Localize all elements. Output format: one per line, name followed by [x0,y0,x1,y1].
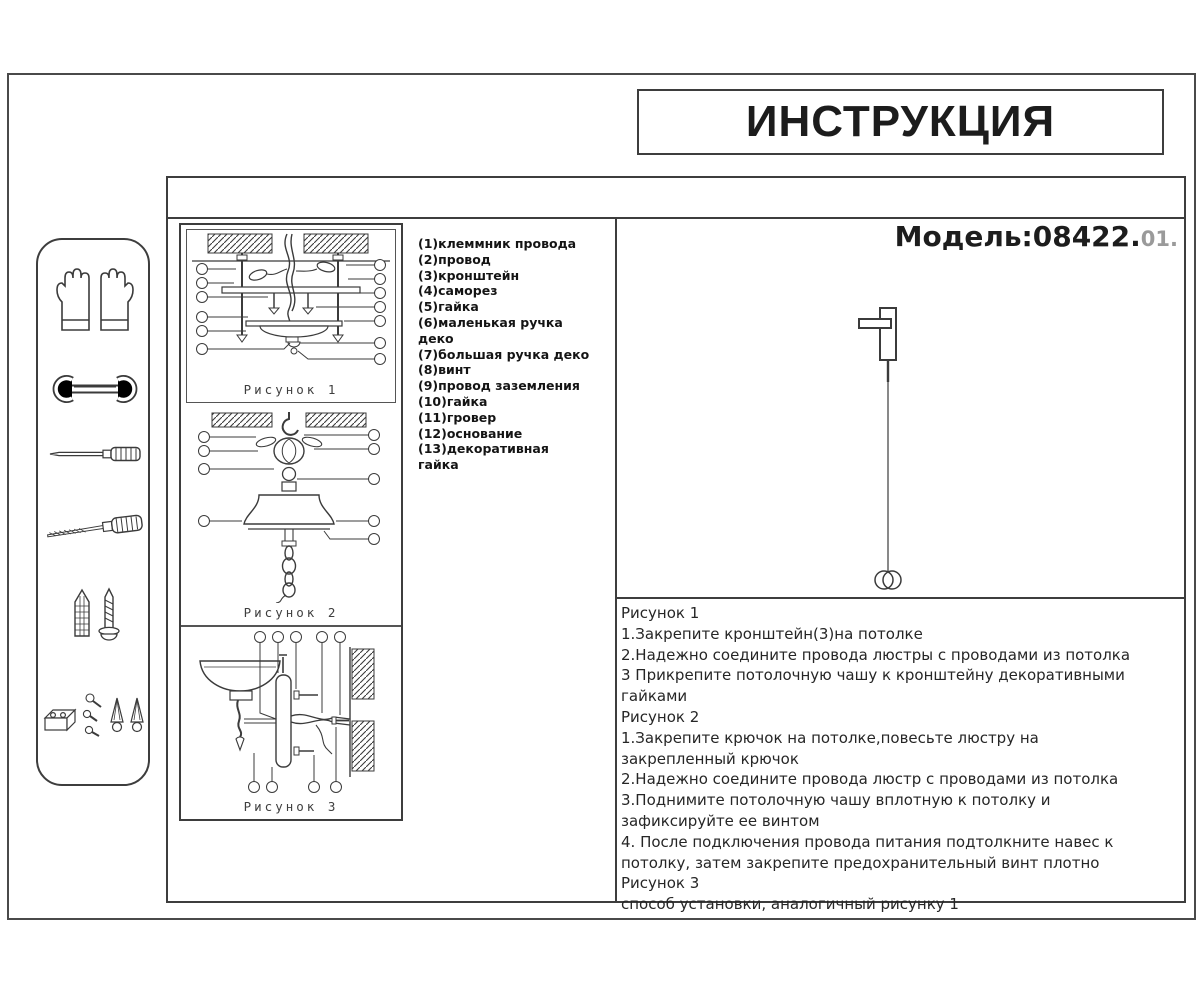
instruction-line: 4. После подключения провода питания подтолкните навес к потолку, затем закрепите предохранительный винт плотно [621,832,1114,872]
figure-1-label: Рисунок 1 [243,382,339,397]
parts-list-item: (13)декоративная гайка [418,441,549,473]
instruction-line: Рисунок 2 [621,707,700,726]
parts-list-item: (1)клеммник провода [418,236,577,251]
instruction-line: 1.Закрепите крючок на потолке,повесьте люстру на закрепленный крючок [621,728,1039,768]
parts-list-item: (4)саморез [418,283,498,299]
model-label: Модель: [894,220,1033,253]
instruction-line: 3 Прикрепите потолочную чашу к кронштейну декоративными гайками [621,666,1125,706]
phillips-screwdriver-drawing [45,510,145,544]
phillips-screwdriver-icon [38,510,152,544]
wall-hatch [350,647,374,777]
figure-3-callouts [249,632,346,793]
pendant-fixture-drawing [823,282,963,598]
figure-2-label: Рисунок 2 [243,605,339,620]
wall-bracket [276,655,350,767]
flat-screwdriver-drawing [47,444,143,464]
instruction-line: 1.Закрепите кронштейн(3)на потолке [621,624,923,643]
parts-list-item: (3)кронштейн [418,267,520,283]
tools-sidebar [36,238,150,786]
wrench-icon [38,374,152,404]
parts-list [418,236,590,473]
instruction-line: 3.Поднимите потолочную чашу вплотную к потолку и зафиксируйте ее винтом [621,791,1051,830]
parts-list-item: (11)гровер [418,409,497,425]
flat-screwdriver-icon [38,444,152,464]
figure-1-drawing [188,231,394,379]
parts-list-item: (8)винт [418,362,471,378]
installation-instructions [621,603,1141,915]
parts-list-item: (5)гайка [418,299,479,315]
gloves-drawing [53,266,137,338]
header-divider-line [168,217,1184,219]
hardware-drawing [41,690,149,742]
wrench-drawing [48,374,142,404]
page-title: ИНСТРУКЦИЯ [745,97,1056,146]
parts-list-item: (7)большая ручка деко [418,346,590,362]
anchor-screw-drawing [63,586,127,644]
parts-list-item: (9)провод заземления [418,378,580,394]
model-edition: 01. [1140,227,1178,251]
instruction-line: способ установки, аналогичный рисунку 1 [621,895,959,914]
figure-1-box [186,229,396,403]
title-box [637,89,1164,155]
sconce-lamp [200,661,280,750]
instruction-line: 2.Надежно соедините провода люстры с проводами из потолка [621,645,1131,664]
gloves-icon [38,266,152,338]
figures-column [179,223,403,821]
parts-list-item: (12)основание [418,425,523,441]
ceiling-cup [244,495,334,546]
parts-list-item: (6)маленькая ручка деко [418,314,563,346]
instruction-line: Рисунок 1 [621,604,700,622]
model-number: 08422. [1032,220,1141,253]
parts-list-item: (2)провод [418,251,491,267]
instruction-line: 2.Надежно соедините провода люстр с проводами из потолка [621,770,1119,789]
figure-2-drawing [186,411,392,603]
chain-links [276,546,296,603]
figure-3-label: Рисунок 3 [243,799,339,814]
vertical-divider-line [615,217,617,901]
figure-1-callouts [197,260,386,365]
instruction-line: Рисунок 3 [621,874,700,893]
mounting-hardware-icon [38,690,152,742]
main-content-box [166,176,1186,914]
wall-anchor-and-screw-icon [38,586,152,644]
figure-3-drawing [186,629,392,797]
model-line [623,220,1180,253]
figure-separator-line [181,625,401,627]
parts-list-item: (10)гайка [418,393,488,409]
